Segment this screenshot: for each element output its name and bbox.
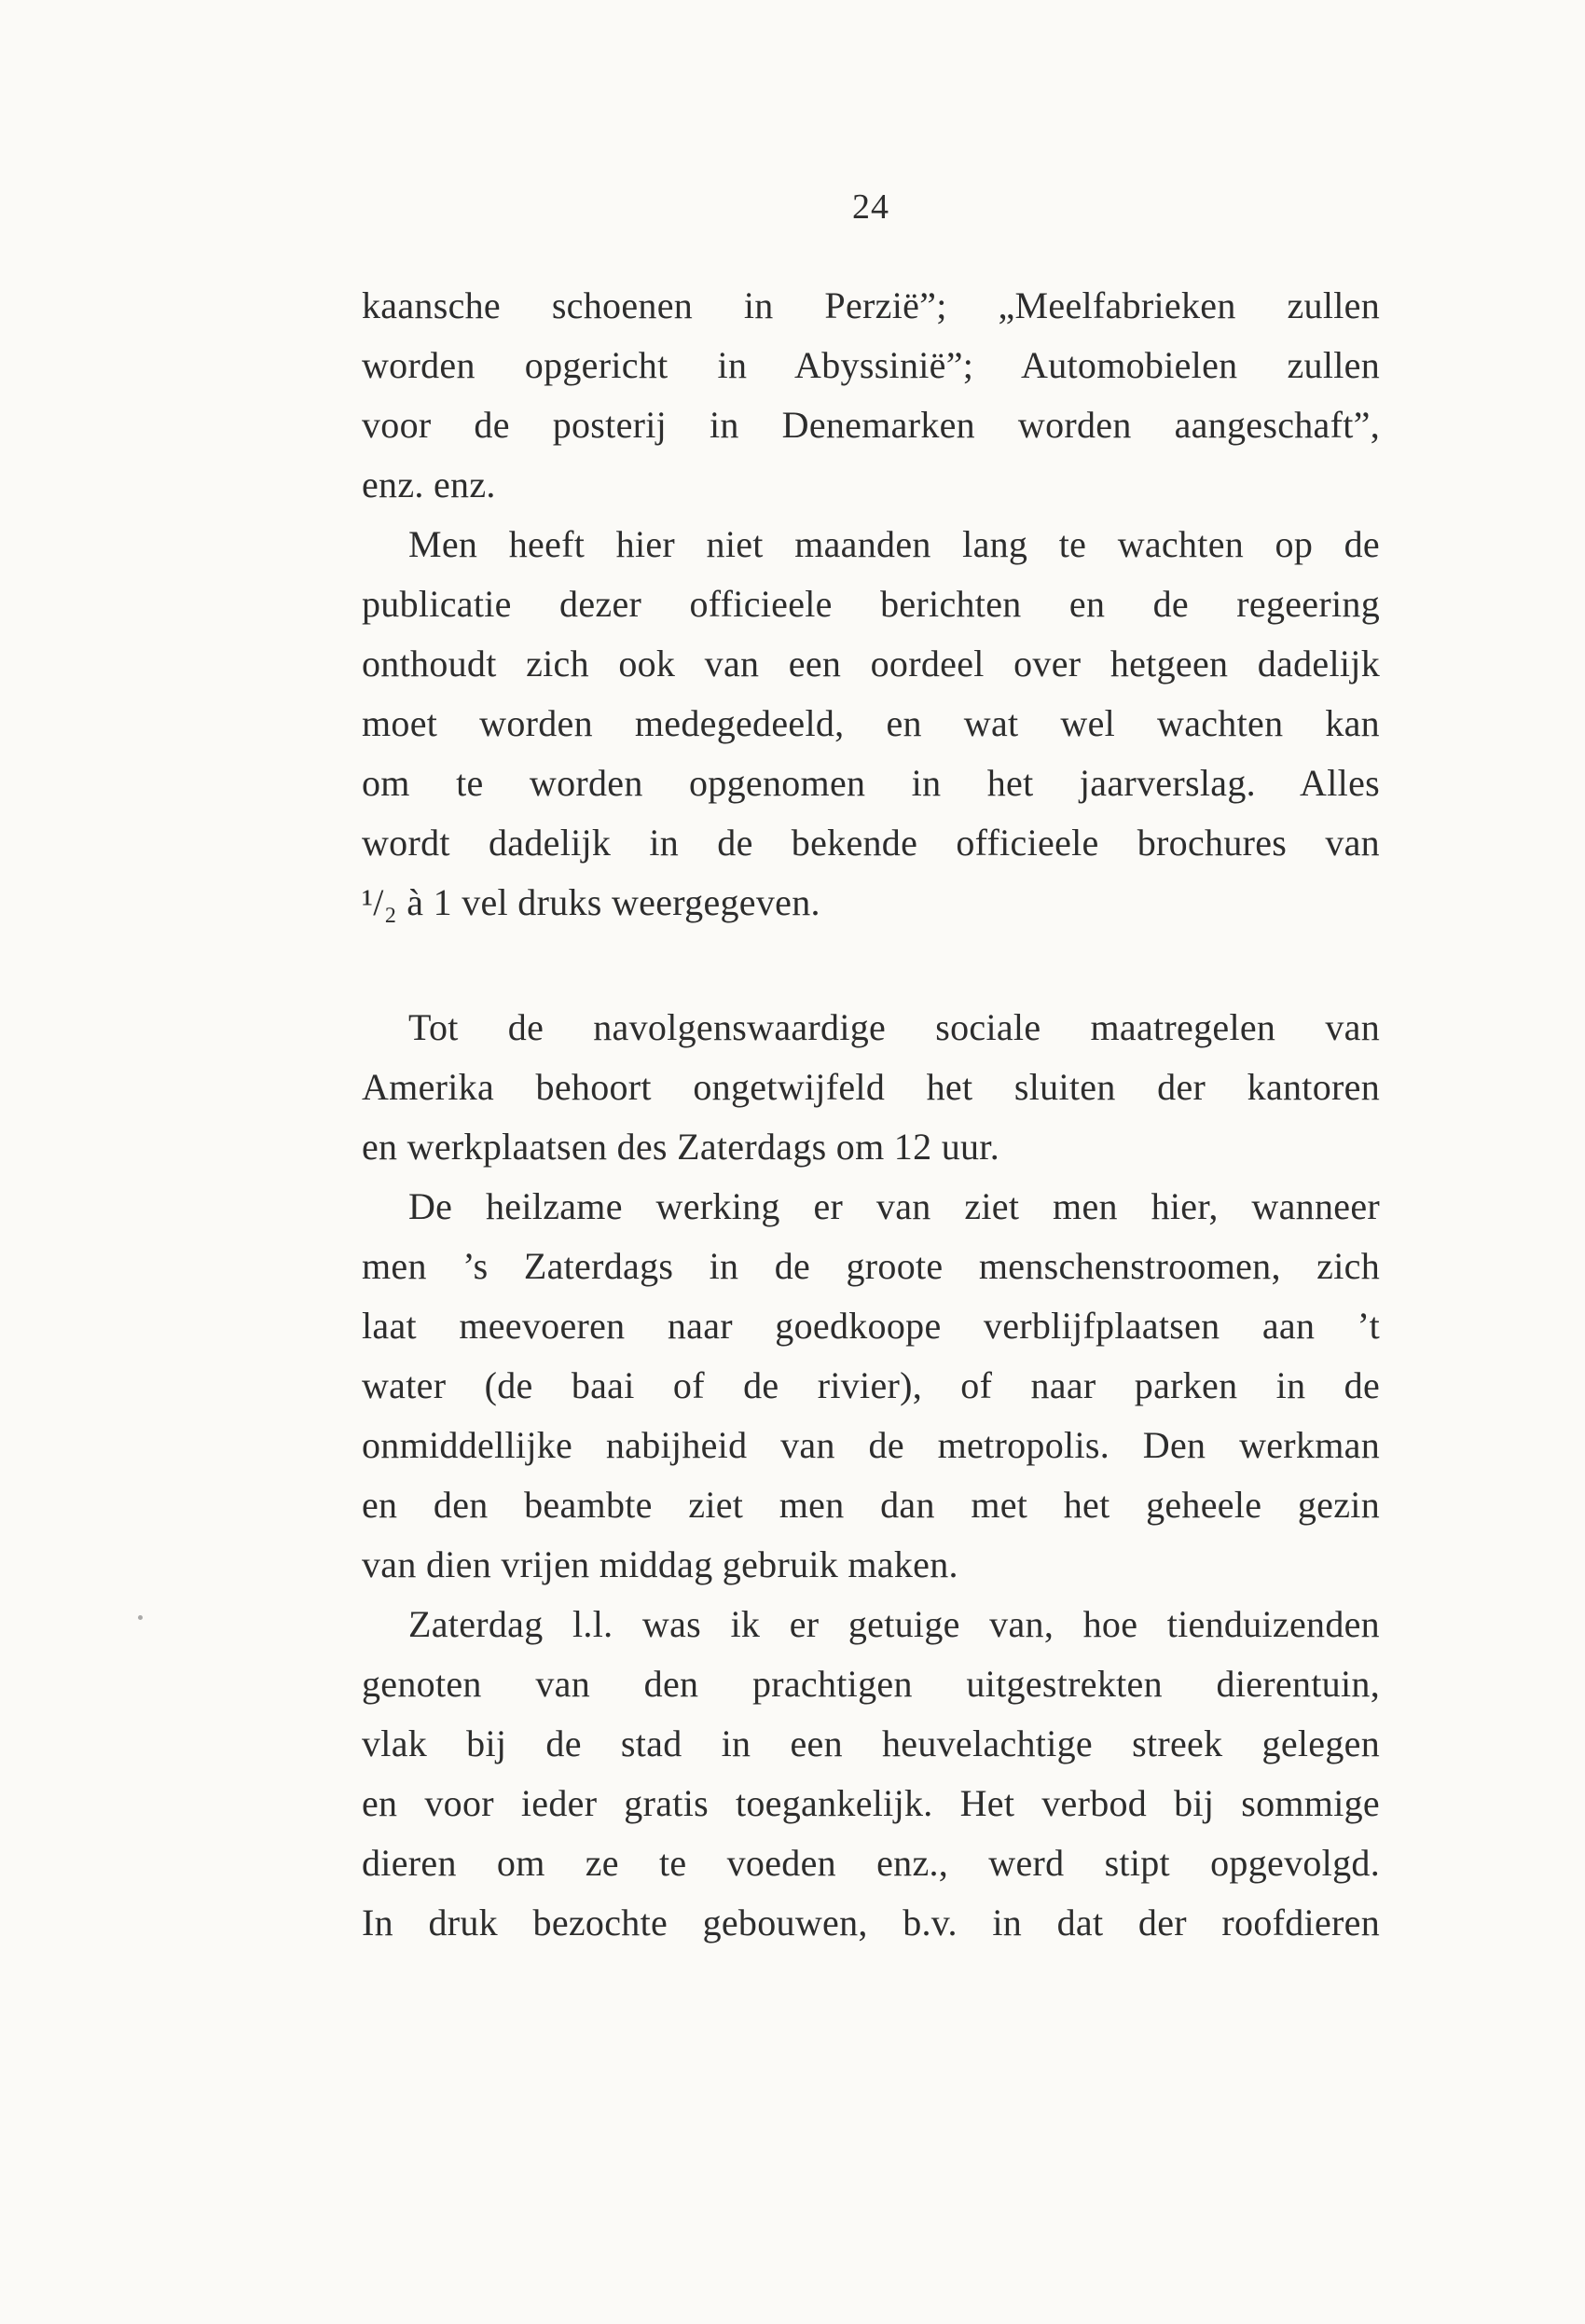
page-number: 24 (852, 187, 889, 227)
text-line: Amerika behoort ongetwijfeld het sluiten der kantoren (362, 1066, 1380, 1108)
text-line: onthoudt zich ook van een oordeel over hetgeen dadelijk (362, 643, 1380, 685)
text-line: moet worden medegedeeld, en wat wel wachten kan (362, 702, 1380, 744)
scan-speckle (138, 1615, 143, 1620)
text-line: Men heeft hier niet maanden lang te wachten op de (408, 523, 1380, 565)
text-line: publicatie dezer officieele berichten en de regeering (362, 583, 1380, 625)
text-line: onmiddellijke nabijheid van de metropolis. Den werkman (362, 1424, 1380, 1466)
text-line: Zaterdag l.l. was ik er getuige van, hoe tienduizenden (408, 1603, 1380, 1645)
text-line: In druk bezochte gebouwen, b.v. in dat der roofdieren (362, 1902, 1380, 1944)
text-line: en voor ieder gratis toegankelijk. Het verbod bij sommige (362, 1782, 1380, 1824)
text-line: water (de baai of de rivier), of naar parken in de (362, 1364, 1380, 1406)
text-line: worden opgericht in Abyssinië”; Automobielen zullen (362, 344, 1380, 386)
text-line: van dien vrijen middag gebruik maken. (362, 1543, 958, 1585)
text-line: en werkplaatsen des Zaterdags om 12 uur. (362, 1126, 1000, 1168)
text-line: kaansche schoenen in Perzië”; „Meelfabrieken zullen (362, 284, 1380, 326)
text-line: wordt dadelijk in de bekende officieele brochures van (362, 822, 1380, 864)
text-line: men ’s Zaterdags in de groote menschenstroomen, zich (362, 1245, 1380, 1287)
paragraph (362, 1177, 1380, 1595)
text-line: De heilzame werking er van ziet men hier, wanneer (408, 1185, 1380, 1227)
text-line: vlak bij de stad in een heuvelachtige streek gelegen (362, 1722, 1380, 1764)
paragraph (362, 276, 1380, 515)
paragraph (362, 998, 1380, 1177)
text-line: voor de posterij in Denemarken worden aangeschaft”, (362, 404, 1380, 446)
text-line: ¹/₂ à 1 vel druks weergegeven. (362, 881, 820, 923)
paragraph (362, 1595, 1380, 1953)
text-line: dieren om ze te voeden enz., werd stipt opgevolgd. (362, 1842, 1380, 1884)
text-line: laat meevoeren naar goedkoope verblijfplaatsen aan ’t (362, 1305, 1380, 1347)
text-line: enz. enz. (362, 463, 496, 505)
text-line: Tot de navolgenswaardige sociale maatregelen van (408, 1006, 1380, 1048)
text-line: genoten van den prachtigen uitgestrekten dierentuin, (362, 1663, 1380, 1705)
text-line: en den beambte ziet men dan met het geheele gezin (362, 1484, 1380, 1526)
paragraph (362, 515, 1380, 933)
text-block (362, 276, 1380, 1953)
text-line: om te worden opgenomen in het jaarverslag. Alles (362, 762, 1380, 804)
